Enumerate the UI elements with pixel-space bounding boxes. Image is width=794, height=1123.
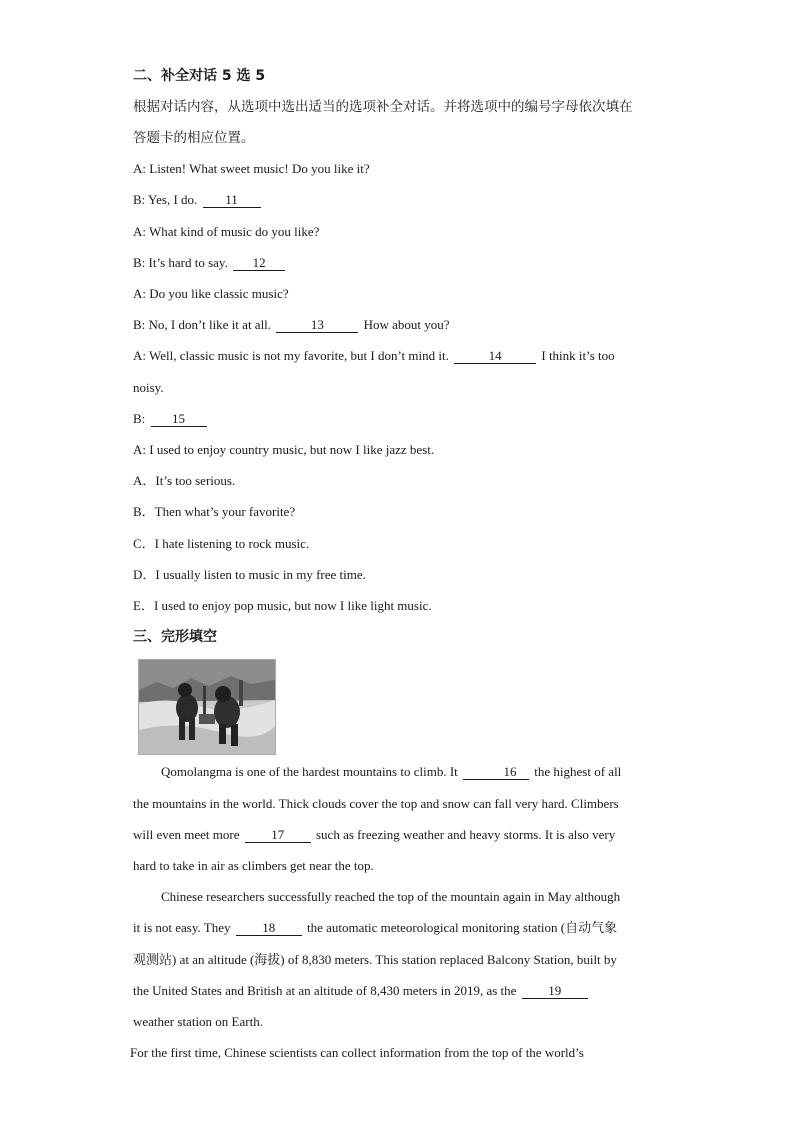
option-c: C．I hate listening to rock music. [133, 536, 310, 551]
dialogue-line-1: A: Listen! What sweet music! Do you like it? [133, 161, 370, 176]
passage-text: will even meet more [133, 827, 243, 842]
passage-line-7: 观测站) at an altitude (海拔) of 8,830 meters. This station replaced Balcony Station, built by [133, 952, 617, 967]
answer-blank-14: 14 [454, 348, 536, 364]
passage-text: the automatic meteorological monitoring station (自动气象 [303, 920, 618, 935]
passage-line-6 [133, 919, 663, 937]
passage-line-5: Chinese researchers successfully reached the top of the mountain again in May although [161, 889, 621, 904]
dialogue-text: I think it’s too [538, 348, 615, 363]
passage-line-10: For the first time, Chinese scientists can collect information from the top of the world’s [130, 1045, 584, 1060]
answer-blank-17: 17 [245, 827, 311, 843]
passage-line-3 [133, 826, 663, 844]
dialogue-text: B: No, I don’t like it at all. [133, 317, 275, 332]
option-e: E．I used to enjoy pop music, but now I like light music. [133, 598, 432, 613]
dialogue-line-4 [133, 254, 663, 272]
dialogue-line-5: A: Do you like classic music? [133, 286, 289, 301]
passage-text: such as freezing weather and heavy storms. It is also very [312, 827, 616, 842]
section-2-instruction-line-2: 答题卡的相应位置。 [133, 130, 255, 146]
passage-line-9: weather station on Earth. [133, 1014, 263, 1029]
dialogue-text: B: It’s hard to say. [133, 255, 232, 270]
section-2-instruction-line-1: 根据对话内容，从选项中选出适当的选项补全对话。并将选项中的编号字母依次填在 [133, 99, 633, 115]
dialogue-text: A: Well, classic music is not my favorite, but I don’t mind it. [133, 348, 453, 363]
passage-line-2: the mountains in the world. Thick clouds cover the top and snow can fall very hard. Climbers [133, 796, 619, 811]
answer-blank-16: 16 [463, 764, 529, 780]
dialogue-line-3: A: What kind of music do you like? [133, 224, 320, 239]
dialogue-line-2 [133, 191, 663, 209]
passage-text: the United States and British at an altitude of 8,430 meters in 2019, as the [133, 983, 520, 998]
dialogue-line-10: A: I used to enjoy country music, but now I like jazz best. [133, 442, 435, 457]
answer-blank-12: 12 [233, 255, 285, 271]
passage-text: the highest of all [531, 764, 622, 779]
answer-blank-15: 15 [151, 411, 207, 427]
passage-line-8 [133, 982, 663, 1000]
passage-text: Qomolangma is one of the hardest mountains to climb. It [161, 764, 462, 779]
dialogue-line-9 [133, 410, 663, 428]
answer-blank-11: 11 [203, 192, 261, 208]
answer-blank-13: 13 [276, 317, 358, 333]
climbers-photo [138, 659, 276, 755]
passage-line-4: hard to take in air as climbers get near the top. [133, 858, 374, 873]
dialogue-text: How about you? [360, 317, 450, 332]
answer-blank-19: 19 [522, 983, 588, 999]
passage-line-1 [133, 763, 663, 781]
section-2-title: 二、补全对话 5 选 5 [133, 68, 266, 84]
section-3-title: 三、完形填空 [133, 629, 217, 645]
option-b: B．Then what’s your favorite? [133, 504, 296, 519]
dialogue-line-7 [133, 347, 663, 365]
dialogue-line-8: noisy. [133, 380, 164, 395]
answer-blank-18: 18 [236, 920, 302, 936]
dialogue-text: B: Yes, I do. [133, 192, 201, 207]
option-d: D．I usually listen to music in my free time. [133, 567, 366, 582]
option-a: A．It’s too serious. [133, 473, 236, 488]
passage-text: it is not easy. They [133, 920, 234, 935]
dialogue-line-6 [133, 316, 663, 334]
dialogue-text: B: [133, 411, 149, 426]
